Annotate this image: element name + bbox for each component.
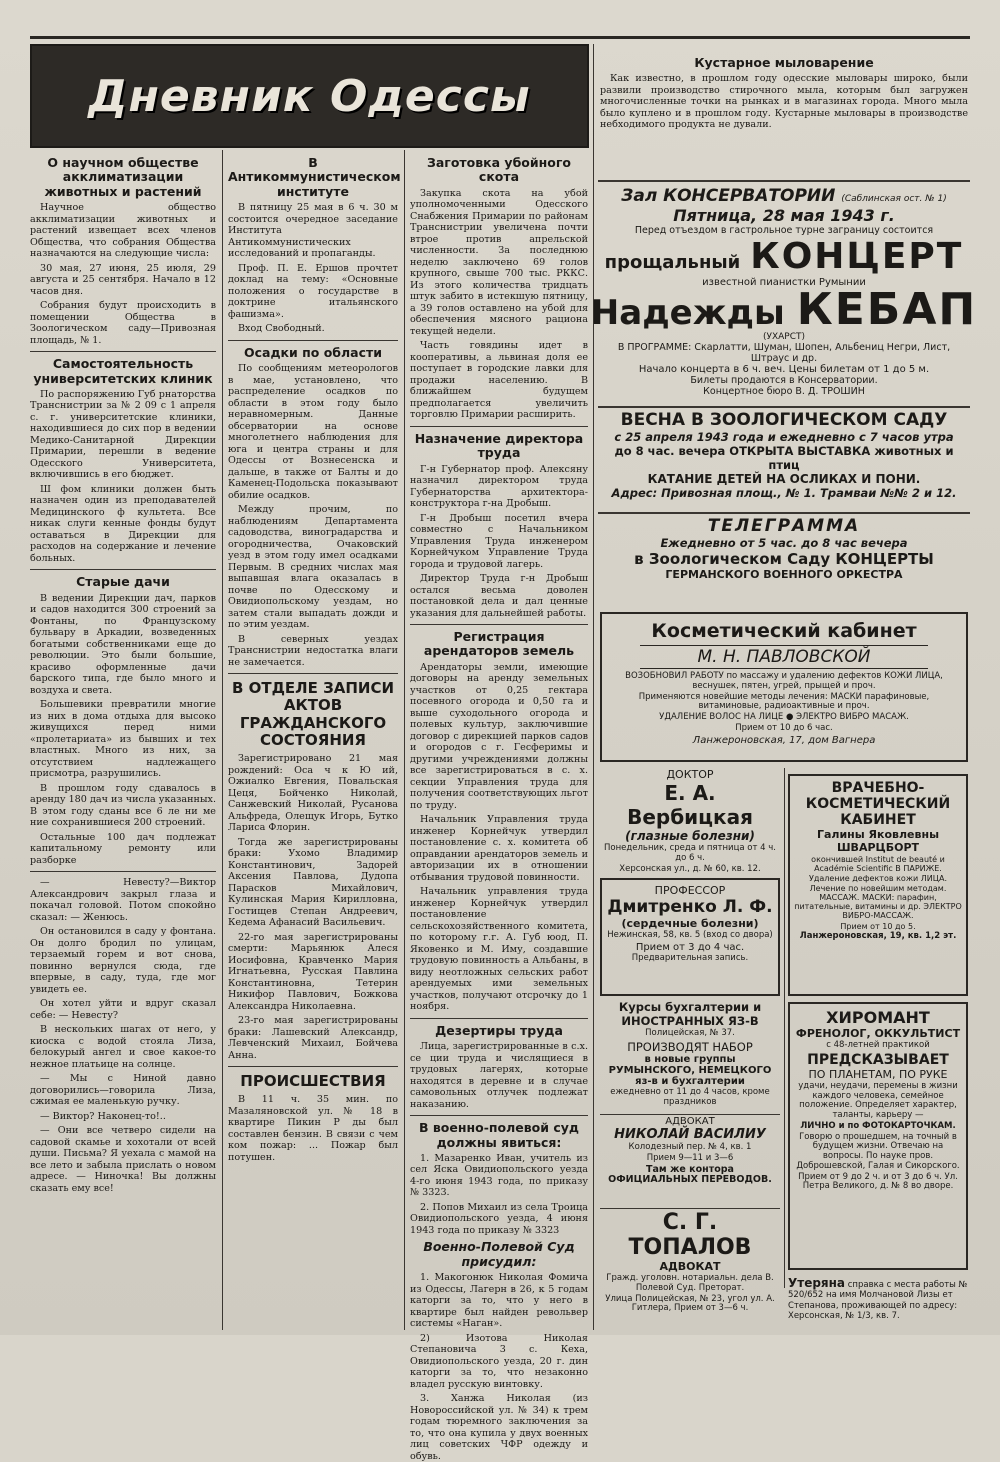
article-text: Большевики превратили многие из них в дома отдыха для высоко живущихся перед ними «пролетариата» из бывших и тех властных. Много из них, за отсутствием надлежащего присмотра, разрушились. <box>30 699 216 780</box>
topalov-ad <box>600 1210 780 1330</box>
story-text: — Виктор? Наконец-то!.. <box>40 1110 166 1122</box>
cosmetic-owner: М. Н. ПАВЛОВСКОЙ <box>640 645 928 669</box>
divider <box>598 180 970 182</box>
article-text: В прошлом году сдавалось в аренду 180 дач из числа указанных. В этом году сданы все 6 ле ни ме ние сохранившиеся 200 строений. <box>30 782 216 829</box>
column-rule <box>593 44 594 1330</box>
palmist-exp: с 48-летней практикой <box>826 1040 930 1050</box>
divider <box>598 512 970 514</box>
farewell-label: прощальный <box>604 252 741 273</box>
telegram-ad <box>600 516 968 608</box>
article-text: Закупка скота на убой уполномоченными Одесского Снабжения Примарии по районам Транснистрии увеличена почти втрое против апрельской численности. За последнюю неделю заключено 69 голов крупного, свыше 700 тыс. РККС. Из этого количества тридцать штук забито в истекшую пятницу, а 39 голов оставлено на убой для обеспечения мясного рациона текущей недели. <box>410 187 588 337</box>
headline: Назначение директора труда <box>414 430 584 461</box>
concert-note: Перед отъездом в гастрольное турне заграницу состоится <box>634 225 934 236</box>
article-text: Часть говядины идет в кооперативы, а львиная доля ее поступает в городские лавки для продажи населению. В ближайшем будущем предполагается увеличить торговлю Примарии расширить. <box>410 340 588 421</box>
zoo-line: Адрес: Привозная площ., № 1. Трамваи №№ 2 и 12. <box>611 486 957 500</box>
soap-article <box>600 52 968 180</box>
pianist-label: известной пианистки Румынии <box>702 277 866 288</box>
doctor-name: Е. А. Вербицкая <box>627 781 753 829</box>
medical-line: окончившей Institut de beauté и Académie Scientific В ПАРИЖЕ. Удаление дефектов кожи ЛИЦА. <box>809 855 947 883</box>
zoo-ad <box>600 410 968 510</box>
article-text: 23-го мая зарегистрированы браки: Лашевский Александр, Левченский Михаил, Бойчева Анна. <box>228 1015 398 1061</box>
zoo-line: с 25 апреля 1943 года и ежедневно с 7 часов утра <box>614 430 954 444</box>
courses-line: ПРОИЗВОДЯТ НАБОР <box>627 1039 753 1054</box>
article-text: 3. Ханжа Николая (из Новороссийской ул. № 34) к трем годам тюремного заключения за то, что она купила у двух военных лиц советских ЧФР одежду и обувь. <box>410 1393 588 1462</box>
article-text: Тогда же зарегистрированы браки: Ухомо Владимир Константинович, Задорей Аксения Павлова, Дудопа Парасков Михайлович, Кулинская Мария Кирилловна, Гостищев Степан Андреевич, Кедема Афанасий Васильевич. <box>228 836 398 928</box>
palmist-predict: ПРЕДСКАЗЫВАЕТ <box>807 1051 949 1068</box>
doctor-spec: (глазные болезни) <box>625 829 755 843</box>
cosmetic-line: Применяются новейшие методы лечения: МАСКИ парафиновые, витаминовые, радиоактивные и проч. <box>638 691 930 712</box>
courses-line: ежедневно от 11 до 4 часов, кроме праздников <box>610 1086 770 1107</box>
article-text: Остальные 100 дач подлежат капитальному ремонту или разборке <box>30 831 216 866</box>
article-text: Начальник Управления труда инженер Корнейчук утвердил постановление с. х. комитета об оправдании арендаторов земель и авторизации их в отношении отбывания трудовой повинности. <box>410 814 588 883</box>
doctor-line: Понедельник, среда и пятница от 4 ч. до 6 ч. <box>604 843 776 863</box>
article-text: В пятницу 25 мая в 6 ч. 30 м состоится очередное заседание Института Антикоммунистических исследований и пропаганды. <box>228 202 398 260</box>
professor-line: Нежинская, 58, кв. 5 (вход со двора) <box>607 930 773 940</box>
headline: О научном обществе акклиматизации животных и растений <box>44 155 202 199</box>
headline: Кустарное мыловарение <box>694 55 874 70</box>
story-text: — Невесту?—Виктор Александрович закрыл глаза и покачал головой. Потом спокойно сказал: — Женюсь. <box>30 877 216 923</box>
headline: ПРОИСШЕСТВИЯ <box>240 1072 386 1090</box>
article-text: Г-н Губернатор проф. Алексяну назначил директором труда Губернаторства архитектора-конструктора г-на Дробыш. <box>410 463 588 509</box>
divider <box>598 406 970 408</box>
cosmetic-title: Косметический кабинет <box>651 620 917 642</box>
medical-line: Ланжероновская, 19, кв. 1,2 эт. <box>799 930 957 941</box>
doctor-title: ДОКТОР <box>666 768 714 781</box>
headline: Дезертиры труда <box>435 1022 563 1038</box>
lawyer-title: АДВОКАТ <box>665 1116 715 1127</box>
topalov-line: Улица Полицейская, № 23, угол ул. А. Гитлера, Прием от 3—6 ч. <box>605 1293 775 1314</box>
headline: Военно-Полевой Суд присудил: <box>423 1239 575 1269</box>
article-text: В ведении Дирекции дач, парков и садов находится 300 строений за Фонтаны, по Французскому бульвару в Аркадии, возведенных богатыми собственниками еще до революции. Это были большие, красиво оформленные дачи барского типа, где было много и воздуха и света. <box>30 592 216 696</box>
lawyer-line: Колодезный пер. № 4, кв. 1 <box>628 1142 752 1152</box>
headline: В Антикоммунистическом институте <box>228 155 401 199</box>
lost-title: Утеряна <box>788 1276 846 1290</box>
courses-ad <box>600 1000 780 1120</box>
pianist-first-name: Надежды <box>590 293 785 333</box>
article-text: Между прочим, по наблюдениям Департамента садоводства, виноградарства и огородничества, Очаковский уезд в этом году имел осадками Первым. В средних числах мая выпавшая влага оказалась в почве по Одесскому и Овидиопольскому уездам, но затем стали выпадать дожди и по этим уездам. <box>228 504 398 630</box>
teacher-label: (УХАРСТ) <box>762 332 806 342</box>
cosmetic-line: Ланжероновская, 17, дом Вагнера <box>692 734 876 746</box>
palmist-sub: ФРЕНОЛОГ, ОККУЛЬТИСТ <box>795 1027 961 1040</box>
column-3 <box>410 152 588 1462</box>
column-rule <box>784 768 785 1288</box>
divider <box>600 1114 780 1115</box>
professor-ad <box>600 878 780 996</box>
conservatory-hall: Зал КОНСЕРВАТОРИИ <box>621 186 836 206</box>
article-text: Как известно, в прошлом году одесские мыловары широко, были развили производство стирочного мыла, которым был загружен многочисленные точки на рынках и в магазинах города. Много мыла было куплено и в прошлом году. Кустарные мыловары в производстве небходимого продукта не дували. <box>600 73 968 131</box>
professor-spec: (сердечные болезни) <box>621 917 759 930</box>
telegram-line: Ежедневно от 5 час. до 8 час вечера <box>660 536 908 550</box>
professor-title: ПРОФЕССОР <box>654 884 726 897</box>
article-text: По распоряжению Губ рнаторства Транснистрии за № 2 09 с 1 апреля с. г. университетские клиники, находившиеся до сих пор в ведении Медико-Санитарной Дирекции Примарии, перешли в ведение Одесского Университета, включившись в его бюджет. <box>30 388 216 481</box>
article-text: Начальник управления труда инженер Корнейчук утвердил постановление сельскохозяйственного комитета, по которому г.г. А. Губ юод, П. Яковенко и М. Иму, создавшие трудовую повинность а Альбаны, в виду неотложных сельских работ арендуемых ими земельных участков, получают отсрочку до 1 ноября. <box>410 886 588 1013</box>
cosmetic-ad <box>600 612 968 762</box>
lawyer-ad <box>600 1116 780 1206</box>
concert-date: Пятница, 28 мая 1943 г. <box>673 206 895 225</box>
medical-title: ВРАЧЕБНО-КОСМЕТИЧЕСКИЙ КАБИНЕТ <box>805 780 951 829</box>
divider <box>600 1208 780 1209</box>
lost-notice <box>788 1276 968 1330</box>
cosmetic-line: УДАЛЕНИЕ ВОЛОС НА ЛИЦЕ ● ЭЛЕКТРО ВИБРО МАСАЖ. <box>659 712 909 723</box>
article-text: Проф. П. Е. Ершов прочтет доклад на тему: «Основные положения о государстве в доктрине итальянского фашизма». <box>228 262 398 320</box>
palmist-by: ПО ПЛАНЕТАМ, ПО РУКЕ <box>808 1067 948 1081</box>
column-rule <box>404 150 405 1330</box>
program-label: В ПРОГРАММЕ: Скарлатти, Шуман, Шопен, Альбениц Негри, Лист, Штраус и др. <box>617 342 951 364</box>
column-rule <box>222 150 223 1330</box>
zoo-title: ВЕСНА В ЗООЛОГИЧЕСКОМ САДУ <box>620 410 948 430</box>
telegram-line: в Зоологическом Саду КОНЦЕРТЫ <box>634 550 934 568</box>
article-text: Ш фом клиники должен быть назначен один из преподавателей Медицинского ф культета. Все никак слуги кенные фонды будут оставаться в Дирекции для расходов на содержание и лечение больных. <box>30 483 216 564</box>
palmist-title: ХИРОМАНТ <box>826 1008 930 1027</box>
lawyer-name: НИКОЛАЙ ВАСИЛИУ <box>614 1127 766 1142</box>
article-text: Г-н Дробыш посетил вчера совместно с Начальником Управления Труда инженером Корнейчуком Управление Труда города и трудовой лагерь. <box>410 512 588 570</box>
medical-owner: Галины Яковлевны ШВАРЦБОРТ <box>816 828 940 855</box>
conservatory-addr: (Саблинская ост. № 1) <box>841 194 947 204</box>
topalov-line: Гражд. уголовн. нотариальн. дела В. Полевой Суд. Преторат. <box>606 1273 774 1293</box>
doctor-line: Херсонская ул., д. № 60, кв. 12. <box>619 863 761 874</box>
topalov-name: С. Г. ТОПАЛОВ <box>628 1210 752 1260</box>
medical-line: Лечение по новейшим методам. МАССАЖ. МАСКИ: парафин, питательные, витамины и др. ЭЛЕКТРО ВИБРО-МАССАЖ. <box>794 883 962 921</box>
palmist-line: Говорю о прошедшем, на точный в будущем жизни. Отвечаю на вопросы. По науке пров. Доброшевской, Галая и Сикорского. <box>796 1131 960 1171</box>
zoo-line: КАТАНИЕ ДЕТЕЙ НА ОСЛИКАХ И ПОНИ. <box>647 472 921 486</box>
masthead-title: Дневник Одессы <box>88 70 531 122</box>
lawyer-line: Там же контора ОФИЦИАЛЬНЫХ ПЕРЕВОДОВ. <box>608 1163 772 1186</box>
professor-line: Предварительная запись. <box>631 953 749 964</box>
courses-title: Курсы бухгалтерии и ИНОСТРАННЫХ ЯЗ-В <box>618 1000 762 1028</box>
headline: В ОТДЕЛЕ ЗАПИСИ АКТОВ ГРАЖДАНСКОГО СОСТОЯНИЯ <box>231 679 395 749</box>
start-label: Начало концерта в 6 ч. веч. <box>638 364 786 375</box>
manager-label: Концертное бюро В. Д. ТРОШИН <box>703 386 865 397</box>
article-text: 1. Мазаренко Иван, учитель из сел Яска Овидиопольского уезда 4-го июня 1943 года, по приказу № 3323. <box>410 1152 588 1199</box>
medical-cosmetic-ad <box>788 774 968 996</box>
column-1 <box>30 152 216 1330</box>
article-text: В 11 ч. 35 мин. по Мазаляновской ул. № 18 в квартире Пикин Р ды был составлен бензин. В связи с чем ком пожар: ... Пожар был потушен. <box>228 1094 398 1163</box>
article-text: Директор Труда г-н Дробыш остался весьма доволен постановкой дела и дал ценные указания для дальнейшей работы. <box>410 573 588 619</box>
palmist-line: Прием от 9 до 2 ч. и от 3 до 6 ч. Ул. Петра Великого, д. № 8 во дворе. <box>798 1171 958 1192</box>
tickets-label: Билеты продаются в Консерватории. <box>690 375 878 386</box>
palmist-line: удачи, неудачи, перемены в жизни каждого человека, семейное положение. Определяет характер, таланты, карьеру — <box>798 1080 958 1121</box>
medical-line: Прием от 10 до 5. <box>840 921 916 931</box>
concert-label: КОНЦЕРТ <box>750 236 964 277</box>
courses-line: в новые группы РУМЫНСКОГО, НЕМЕЦКОГО яз-в и бухгалтерии <box>608 1053 772 1087</box>
article-text: В северных уездах Транснистрии недостатка влаги не замечается. <box>228 633 398 668</box>
masthead <box>30 44 589 148</box>
cosmetic-line: ВОЗОБНОВИЛ РАБОТУ по массажу и удалению дефектов КОЖИ ЛИЦА, веснушек, пятен, угрей, прыщей и проч. <box>625 671 943 691</box>
article-text: По сообщениям метеорологов в мае, установлено, что распределение осадков по области в этом году было неравномерным. Данные обсерватории на основе многолетнего наблюдения для юга и центра страны и для Одессы от Вознесенска и дальше, в также от Балты и до Каменец-Подольска показывают обилие осадков. <box>228 363 398 501</box>
doctor-ad <box>600 768 780 872</box>
headline: В военно-полевой суд должны явиться: <box>418 1120 580 1150</box>
telegram-line: ГЕРМАНСКОГО ВОЕННОГО ОРКЕСТРА <box>665 568 903 581</box>
zoo-line: до 8 час. вечера ОТКРЫТА ВЫСТАВКА животных и птиц <box>614 444 954 472</box>
top-rule <box>30 36 970 39</box>
column-2 <box>228 152 401 1330</box>
palmist-ad <box>788 1002 968 1270</box>
article-text: 1. Макогонюк Николая Фомича из Одессы, Лагерн в 26, к 5 годам каторги за то, что у него в квартире был найден револьвер системы «Наган». <box>410 1272 588 1330</box>
prices-label: Цены билетам от 1 до 5 м. <box>788 364 930 375</box>
headline: Осадки по области <box>243 344 383 360</box>
headline: Старые дачи <box>76 574 170 590</box>
lawyer-line: Прием 9—11 и 3—6 <box>646 1152 734 1163</box>
article-text: Собрания будут происходить в помещении Общества в Зоологическом саду—Привозная площадь, № 1. <box>30 300 216 346</box>
article-text: 22-го мая зарегистрированы смерти: Марьянюк Алеся Иосифовна, Кравченко Мария Игнатьевна, Русская Павлина Константиновна, Тетерин Никифор Павлович, Божкова Александра Николаевна. <box>228 931 398 1012</box>
headline: Регистрация арендаторов земель <box>423 629 575 659</box>
story-text: — Они все четверо сидели на садовой скамье и хохотали от всей души. Письма? Я уехала с мамой на все лето и забыла прислать о новом адресе. — Ниночка! Вы должны сказать ему все! <box>30 1125 216 1194</box>
conservatory-ad <box>590 186 978 406</box>
story-text: Он остановился в саду у фонтана. Он долго бродил по улицам, терзаемый горем и вот снова, повинно вернулся сюда, где впервые, в саду, туда, где мог увидеть ее. <box>30 926 216 995</box>
article-text: Арендаторы земли, имеющие договоры на аренду земельных участков от 0,25 гектара посевного огорода и 0,50 га и выше суходольного огорода и полевых культур, заключившие договор с дирекцией парков садов и огородов с г. Гесферимы и другими учреждениями должны все зарегистрироваться в с. х. секции Управления труда для получения соответствующих льгот по труду. <box>410 661 588 811</box>
cosmetic-line: Прием от 10 до 6 час. <box>735 722 833 733</box>
headline: Самостоятельность университетских клиник <box>33 356 213 386</box>
article-text: 2) Изотова Николая Степановича 3 с. Кеха, Овидиопольского уезда, 20 г. дин каторги за то, что незаконно владел русскую винтовку. <box>410 1332 588 1390</box>
pianist-last-name: КЕБАП <box>796 284 978 335</box>
story-text: Он хотел уйти и вдруг сказал себе: — Невесту? <box>30 998 216 1021</box>
headline: Заготовка убойного скота <box>426 155 571 185</box>
telegram-title: ТЕЛЕГРАММА <box>707 516 861 536</box>
article-text: Научное общество акклиматизации животных и растений извещает всех членов Общества, что собрания Общества назначаются на следующие числа: <box>30 202 216 260</box>
professor-line: Прием от 3 до 4 час. <box>635 941 745 953</box>
topalov-title: АДВОКАТ <box>659 1260 721 1273</box>
story-text: — Мы с Ниной давно договорились—говорила Лиза, сжимая ее маленькую ручку. <box>30 1073 216 1108</box>
courses-addr: Полицейская, № 37. <box>645 1028 735 1038</box>
article-text: Вход Свободный. <box>238 323 325 335</box>
article-text: Зарегистрировано 21 мая рождений: Оса ч к Ю ий, Ожиалко Евгения, Повальская Цеця, Бойченко Николай, Санжевский Николай, Русанова Альфреда, Олещук Игорь, Бутко Лариса Флорин. <box>228 753 398 833</box>
article-text: 30 мая, 27 июня, 25 июля, 29 августа и 25 сентября. Начало в 12 часов дня. <box>30 262 216 297</box>
lost-text: справка с места работы № 520/652 на имя Молчановой Лизы ет Степанова, проживающей по адресу: Херсонская, № 1/3, кв. 7. <box>788 1280 968 1321</box>
palmist-line: ЛИЧНО и по ФОТОКАРТОЧКАМ. <box>800 1120 956 1131</box>
story-text: В нескольких шагах от него, у киоска с водой стояла Лиза, белокурый ангел и свое какое-то нежное платьице на солнце. <box>30 1024 216 1070</box>
article-text: Лица, зарегистрированные в с.х. се ции труда и числящиеся в трудовых лагерях, которые находятся в деревне и в случае самовольных отлучек подлежат наказанию. <box>410 1041 588 1110</box>
article-text: 2. Попов Михаил из села Троица Овидиопольского уезда, 4 июня 1943 года по приказу № 3323 <box>410 1201 588 1236</box>
professor-name: Дмитренко Л. Ф. <box>607 897 773 917</box>
